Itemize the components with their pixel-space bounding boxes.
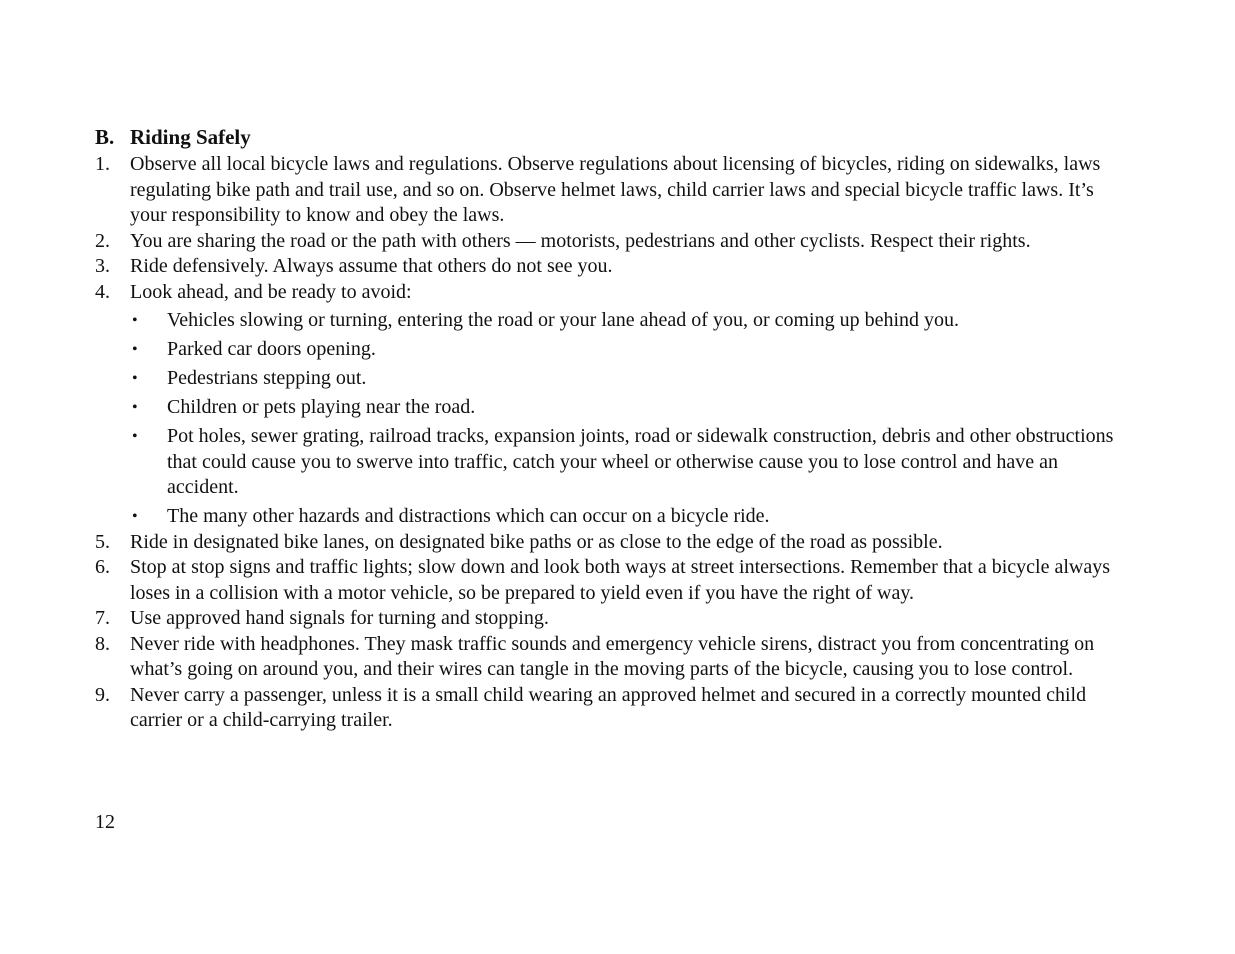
item-text: Never carry a passenger, unless it is a small child wearing an approved helmet and secured in a correctly mounted child carrier or a child-carrying trailer. [130,683,1087,731]
bullet-item [130,337,1125,363]
list-item-1 [95,152,1125,229]
hazard-bullet-list [130,308,1125,530]
bullet-icon: • [132,341,138,358]
item-number: 7. [95,607,110,629]
document-page [95,124,1125,734]
section-heading [95,124,1125,151]
item-text: Use approved hand signals for turning and stopping. [130,607,549,629]
list-item-8 [95,632,1125,683]
item-text: Ride defensively. Always assume that others do not see you. [130,255,613,277]
section-title: Riding Safely [130,125,251,149]
list-item-2 [95,229,1125,255]
item-text: Ride in designated bike lanes, on designated bike paths or as close to the edge of the road as possible. [130,530,943,553]
list-item-3 [95,254,1125,280]
bullet-item [130,504,1125,530]
page-number: 12 [95,811,115,833]
bullet-text: Children or pets playing near the road. [167,396,476,418]
item-number: 5. [95,530,110,553]
bullet-text: Pot holes, sewer grating, railroad tracks, expansion joints, road or sidewalk construction, debris and other obstructions that could cause you to swerve into traffic, catch your wheel or otherwise cause you to lose control and have an accident. [167,425,1114,498]
item-number: 3. [95,255,110,277]
section-letter: B. [95,125,115,149]
bullet-text: Parked car doors opening. [167,338,376,360]
item-text: You are sharing the road or the path with others — motorists, pedestrians and other cyclists. Respect their rights. [130,229,1031,252]
item-number: 4. [95,280,110,303]
bullet-text: Pedestrians stepping out. [167,367,367,389]
item-text: Look ahead, and be ready to avoid: [130,280,412,303]
list-item-5 [95,530,1125,556]
item-text: Observe all local bicycle laws and regulations. Observe regulations about licensing of bicycles, riding on sidewalks, laws regulating bike path and trail use, and so on. Observe helmet laws, child carrier laws and special bicycle traffic laws. It’s your responsibility to know and obey the laws. [130,153,1101,226]
bullet-item [130,366,1125,392]
bullet-icon: • [132,370,138,387]
item-number: 6. [95,556,110,578]
item-number: 8. [95,632,110,655]
bullet-item [130,424,1125,501]
item-number: 2. [95,229,110,252]
bullet-icon: • [132,312,138,329]
item-text: Never ride with headphones. They mask traffic sounds and emergency vehicle sirens, distract you from concentrating on what’s going on around you, and their wires can tangle in the moving parts of the bicycle, causing you to lose control. [130,632,1095,680]
bullet-icon: • [132,399,138,416]
list-item-7 [95,606,1125,632]
item-number: 1. [95,153,110,175]
item-number: 9. [95,683,110,706]
list-item-4 [95,280,1125,530]
bullet-icon: • [132,508,138,525]
bullet-text: The many other hazards and distractions which can occur on a bicycle ride. [167,505,770,527]
item-text: Stop at stop signs and traffic lights; slow down and look both ways at street intersections. Remember that a bicycle always loses in a collision with a motor vehicle, so be prepared to yield even if you have the right of way. [130,556,1110,604]
list-item-6 [95,555,1125,606]
bullet-item [130,395,1125,421]
list-item-9 [95,683,1125,734]
bullet-item [130,308,1125,334]
bullet-text: Vehicles slowing or turning, entering the road or your lane ahead of you, or coming up behind you. [167,309,960,331]
bullet-icon: • [132,428,138,445]
